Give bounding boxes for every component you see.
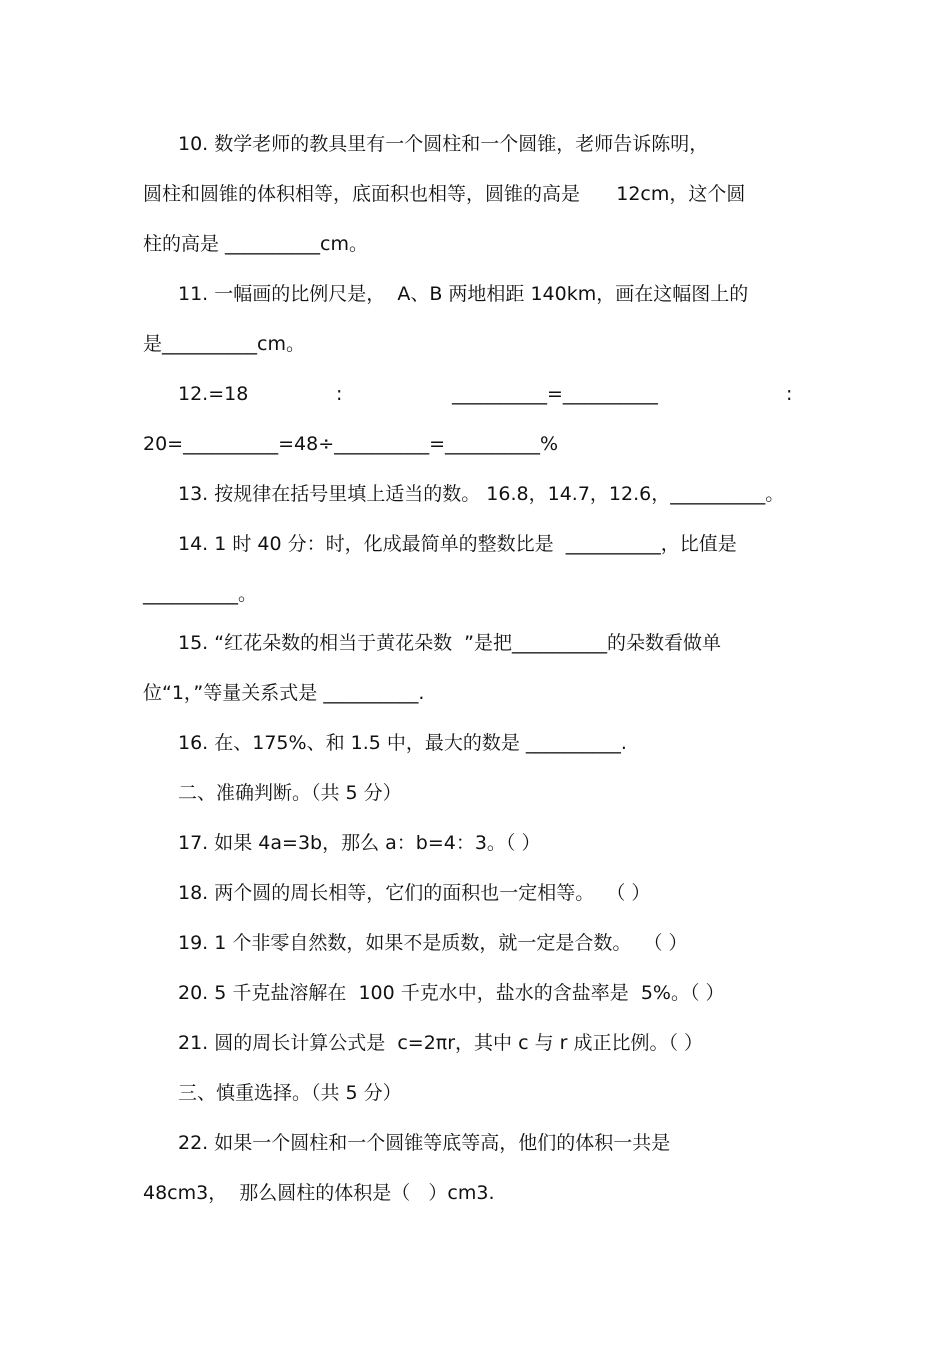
question-20: 20. 5 千克盐溶解在 100 千克水中，盐水的含盐率是 5%。（ ）: [178, 982, 725, 1004]
question-16: 16. 在、175%、和 1.5 中，最大的数是 __________.: [178, 732, 627, 754]
question-22-line-1: 22. 如果一个圆柱和一个圆锥等底等高，他们的体积一共是: [178, 1132, 671, 1154]
question-11-line-1: 11. 一幅画的比例尺是， A、B 两地相距 140km，画在这幅图上的: [178, 283, 749, 305]
question-15-line-1: 15. “红花朵数的相当于黄花朵数 ”是把__________的朵数看做单: [178, 632, 722, 654]
section-2-heading: 二、准确判断。（共 5 分）: [178, 782, 402, 804]
question-12-colon-1: :: [336, 383, 343, 405]
question-18: 18. 两个圆的周长相等，它们的面积也一定相等。 （ ）: [178, 882, 651, 904]
question-10-line-1: 10. 数学老师的教具里有一个圆柱和一个圆锥，老师告诉陈明，: [178, 133, 709, 155]
question-15-line-2: 位“1，”等量关系式是 __________.: [143, 682, 425, 704]
question-13: 13. 按规律在括号里填上适当的数。 16.8，14.7，12.6，__________。: [178, 483, 785, 505]
question-10-line-2: 圆柱和圆锥的体积相等，底面积也相等，圆锥的高是 12cm，这个圆: [143, 183, 746, 205]
question-12-colon-2: :: [786, 383, 793, 405]
question-12-start: 12.=18: [178, 383, 249, 405]
section-3-heading: 三、慎重选择。（共 5 分）: [178, 1082, 402, 1104]
question-17: 17. 如果 4a=3b，那么 a：b=4：3。（ ）: [178, 832, 541, 854]
question-22-line-2: 48cm3， 那么圆柱的体积是（ ）cm3.: [143, 1182, 495, 1204]
question-19: 19. 1 个非零自然数，如果不是质数，就一定是合数。 （ ）: [178, 932, 688, 954]
question-10-line-3: 柱的高是 __________cm。: [143, 233, 368, 255]
question-14-line-2: __________。: [143, 583, 258, 605]
question-12-blanks: __________=__________: [452, 383, 658, 405]
question-14-line-1: 14. 1 时 40 分：时，化成最简单的整数比是 __________，比值是: [178, 533, 737, 555]
question-12-line-2: 20=__________=48÷__________=__________%: [143, 433, 559, 455]
question-11-line-2: 是__________cm。: [143, 333, 305, 355]
question-21: 21. 圆的周长计算公式是 c=2πr，其中 c 与 r 成正比例。（ ）: [178, 1032, 703, 1054]
